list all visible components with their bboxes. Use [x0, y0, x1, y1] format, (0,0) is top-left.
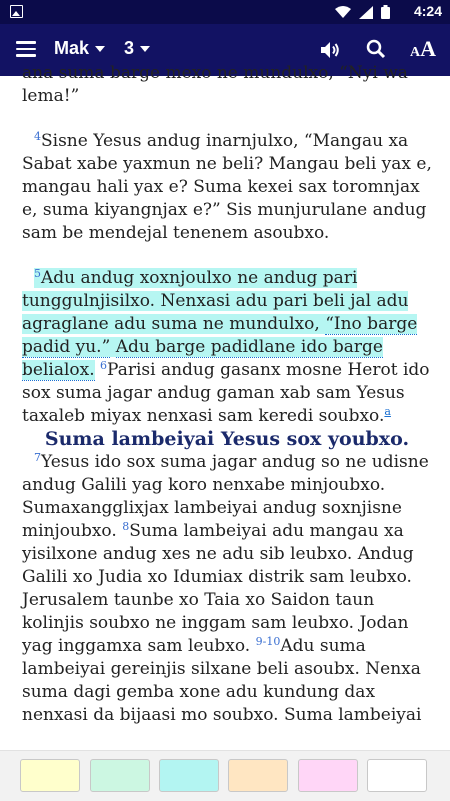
verse-4-text: Sisne Yesus andug inarnjulxo, “Mangau xa Sabat xabe yaxmun ne beli? Mangau beli yax e, mangau hali yax e? Suma kexei sax toromnjax e, suma kiyangnjax e?” Sis munjurulane andug sam be mendejal tenenem asoubxo.	[22, 131, 432, 243]
scripture-text	[22, 63, 432, 727]
audio-icon[interactable]	[318, 38, 342, 62]
verse-9-text: Adu suma lambeiyai gereinjis silxane beli asoubx. Nenxa suma dagi gemba xone adu kundung dax nenxasi da bijaasi mo soubxo. Suma lambeiyai	[22, 636, 422, 725]
chapter-selector[interactable]	[124, 38, 150, 59]
verse-7-text: Yesus ido sox suma jagar andug so ne udisne andug Galili yag koro nenxabe minjoubxo. Sumaxangglixjax lambeiyai andug soxnjisne minjoubxo.	[22, 452, 429, 541]
verse-number: 7	[34, 451, 41, 464]
verse-number: 6	[100, 359, 108, 372]
verse-6-text: Parisi andug gasanx mosne Herot ido sox suma jagar andug gaman xab sam Yesus taxaleb miyax nenxasi sam keredi soubxo.	[22, 360, 430, 426]
status-bar	[0, 0, 450, 24]
search-icon[interactable]	[364, 37, 388, 61]
footnote-link[interactable]: a	[384, 405, 391, 418]
verse-5-text-a: Adu andug xoxnjoulxo ne andug pari tunggulnjisilxo.	[22, 268, 358, 311]
image-icon	[10, 5, 23, 18]
verse-number: 9-10	[255, 635, 281, 648]
font-big-glyph: A	[420, 36, 437, 61]
highlight-swatch-pink[interactable]	[298, 759, 358, 792]
battery-icon	[381, 5, 390, 19]
chevron-down-icon	[140, 46, 150, 52]
verse-number: 4	[34, 130, 41, 143]
chapter-number: 3	[124, 38, 135, 58]
font-small-glyph: A	[410, 45, 421, 60]
verse-5-underlined-a: “Ino barge padid yu.”	[22, 314, 418, 357]
verse-8-text: Suma lambeiyai adu mangau xa yisilxone andug xes ne adu sib leubxo. Andug Galili xo Judia xo Idumiax distrik sam leubxo. Jerusalem taunbe xo Taia xo Saidon taun kolinjis soubxo ne inggam sam leubxo. Jodan yag inggamxa sam leubxo.	[22, 521, 414, 656]
verse-number: 8	[122, 520, 130, 533]
book-selector[interactable]	[54, 38, 105, 59]
clock: 4:24	[413, 3, 442, 19]
highlight-color-bar	[0, 750, 450, 801]
verse-5-text-d	[110, 337, 115, 357]
paragraph-verse-5	[22, 267, 432, 428]
signal-icon	[359, 6, 373, 19]
status-icons	[335, 5, 390, 19]
scripture-content[interactable]	[0, 63, 450, 750]
highlight-swatch-green[interactable]	[90, 759, 150, 792]
verse-5-underlined-b: Adu barge padidlane ido barge belialox.	[22, 337, 383, 380]
highlight-swatch-clear[interactable]	[367, 759, 427, 792]
verse-5-text-b: Nenxasi adu pari beli jal adu agraglane adu suma ne mundulxo,	[22, 291, 409, 334]
wifi-icon	[335, 6, 351, 19]
chevron-down-icon	[95, 46, 105, 52]
paragraph-verse-7	[22, 451, 432, 727]
highlight-swatch-yellow[interactable]	[20, 759, 80, 792]
verse-number: 5	[34, 267, 41, 280]
menu-icon[interactable]	[16, 41, 36, 57]
font-size-icon[interactable]	[410, 36, 436, 62]
book-name: Mak	[54, 38, 90, 58]
highlight-swatch-orange[interactable]	[228, 759, 288, 792]
paragraph-verse-4	[22, 130, 432, 245]
section-heading: Suma lambeiyai Yesus sox youbxo.	[44, 428, 410, 450]
highlight-swatch-cyan[interactable]	[159, 759, 219, 792]
paragraph-continuation: ana suma barge mexo ne mundulxo, “Nyi wa lema!”	[22, 63, 408, 106]
